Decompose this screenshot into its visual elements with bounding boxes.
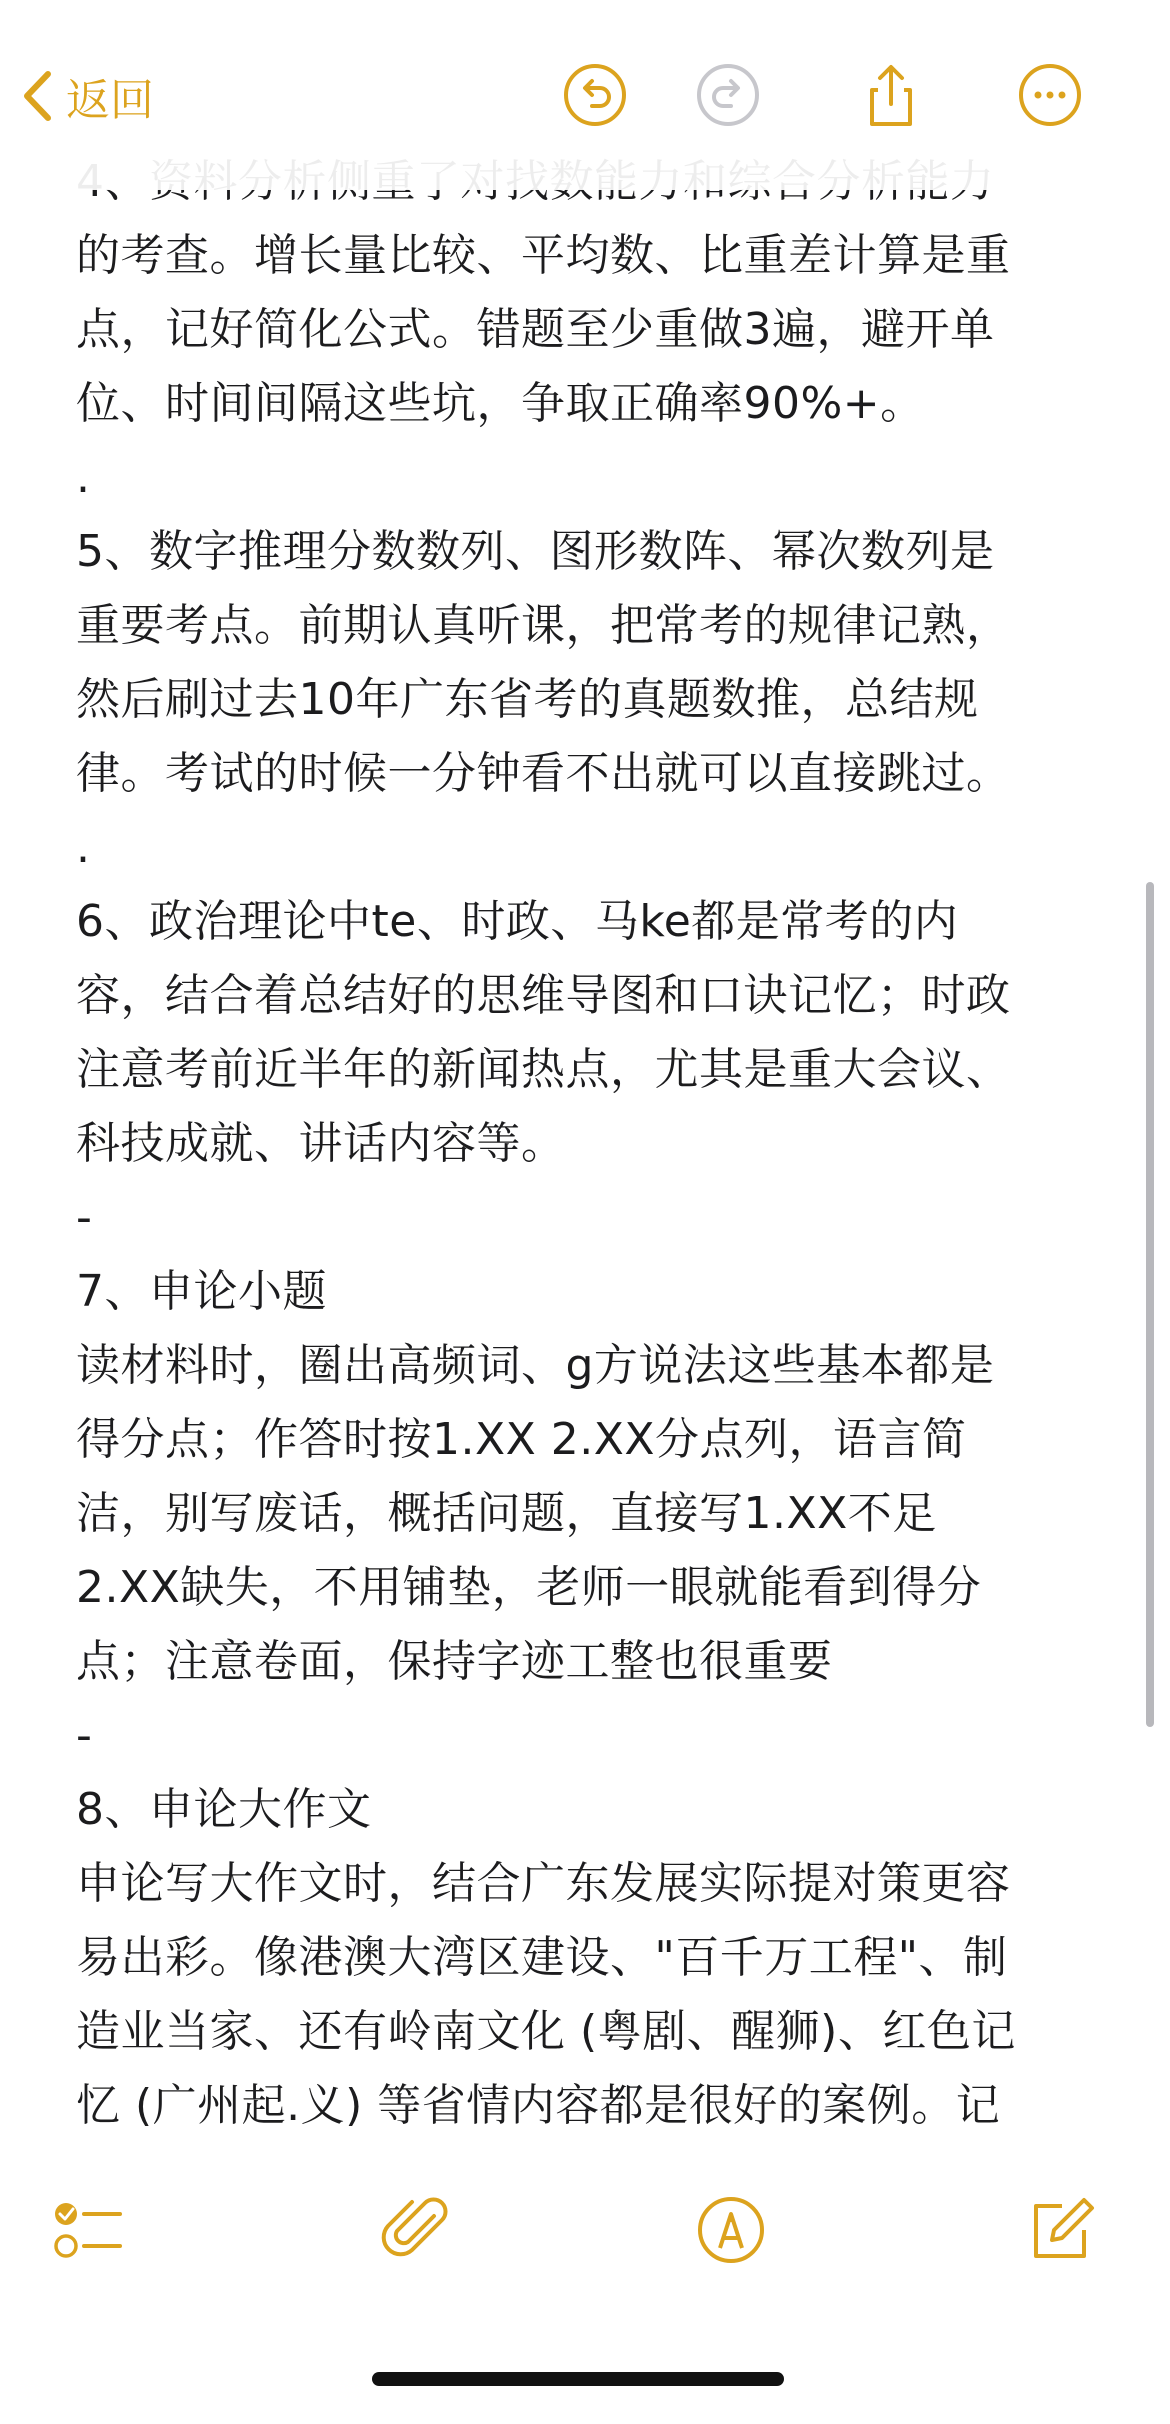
note-line: 8、申论大作文 — [76, 1784, 372, 1835]
attachment-icon[interactable] — [378, 2192, 454, 2268]
undo-icon[interactable] — [562, 62, 628, 128]
note-line: 申论写大作文时，结合广东发展实际提对策更容 — [76, 1858, 1011, 1909]
back-label: 返回 — [66, 75, 154, 126]
note-line: 2.XX缺失，不用铺垫，老师一眼就能看到得分 — [76, 1562, 982, 1613]
note-line: 读材料时，圈出高频词、g方说法这些基本都是 — [76, 1340, 995, 1391]
note-line: 然后刷过去10年广东省考的真题数推，总结规 — [76, 674, 979, 725]
checklist-icon[interactable] — [50, 2192, 126, 2268]
note-line: 的考查。增长量比较、平均数、比重差计算是重 — [76, 230, 1011, 281]
note-line: 5、数字推理分数数列、图形数阵、幂次数列是 — [76, 526, 995, 577]
note-line: 得分点；作答时按1.XX 2.XX分点列，语言简 — [76, 1414, 967, 1465]
note-line: 6、政治理论中te、时政、马ke都是常考的内 — [76, 896, 959, 947]
note-line: 点，记好简化公式。错题至少重做3遍，避开单 — [76, 304, 995, 355]
back-button[interactable] — [22, 62, 154, 130]
note-line: 重要考点。前期认真听课，把常考的规律记熟， — [76, 600, 1011, 651]
home-indicator[interactable] — [372, 2372, 784, 2386]
note-line: 造业当家、还有岭南文化 (粤剧、醒狮)、红色记 — [76, 2006, 1016, 2057]
compose-icon[interactable] — [1022, 2192, 1098, 2268]
more-icon[interactable] — [1017, 62, 1083, 128]
note-line: 忆 (广州起.义) 等省情内容都是很好的案例。记 — [76, 2080, 1001, 2131]
share-icon[interactable] — [858, 62, 924, 128]
note-line: 位、时间间隔这些坑，争取正确率90%+。 — [76, 378, 925, 429]
vertical-scrollbar[interactable] — [1146, 882, 1154, 1727]
note-line: 律。考试的时候一分钟看不出就可以直接跳过。 — [76, 748, 1011, 799]
note-line: 点；注意卷面，保持字迹工整也很重要 — [76, 1636, 833, 1687]
note-line: . — [76, 452, 91, 503]
markup-icon[interactable] — [693, 2192, 769, 2268]
navigation-bar — [0, 0, 1170, 190]
note-line: 7、申论小题 — [76, 1266, 327, 1317]
note-line: . — [76, 822, 91, 873]
note-line: - — [76, 1192, 93, 1243]
note-line: 注意考前近半年的新闻热点，尤其是重大会议、 — [76, 1044, 1011, 1095]
note-line: 洁，别写废话，概括问题，直接写1.XX不足 — [76, 1488, 937, 1539]
note-line: 容，结合着总结好的思维导图和口诀记忆；时政 — [76, 970, 1011, 1021]
chevron-left-icon — [22, 70, 52, 122]
note-line: - — [76, 1710, 93, 1761]
note-line: 科技成就、讲话内容等。 — [76, 1118, 566, 1169]
note-body[interactable] — [76, 145, 1096, 2143]
redo-icon[interactable] — [695, 62, 761, 128]
note-line: 易出彩。像港澳大湾区建设、"百千万工程"、制 — [76, 1932, 1008, 1983]
bottom-toolbar — [0, 2160, 1170, 2310]
